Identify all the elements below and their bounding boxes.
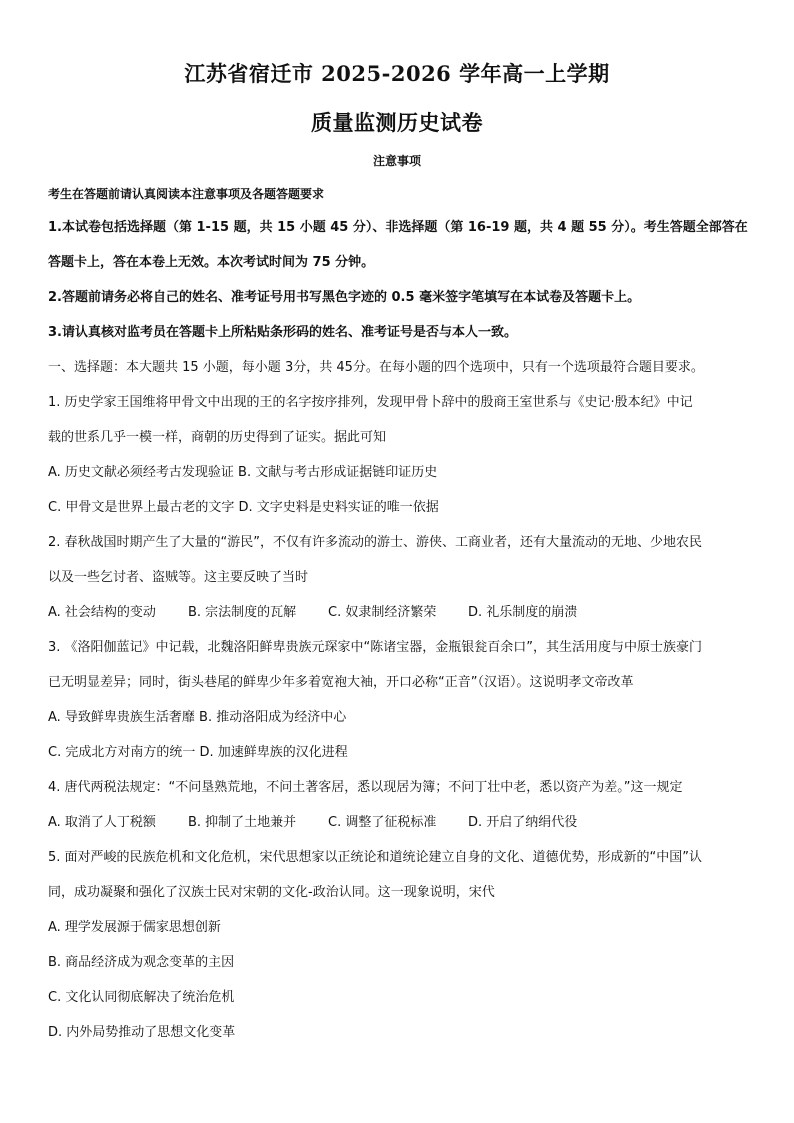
question-4-option-b: B. 抑制了土地兼并 <box>188 815 297 830</box>
question-5-option-a: A. 理学发展源于儒家思想创新 <box>48 920 221 935</box>
question-1-options-ab: A. 历史文献必须经考古发现验证 B. 文献与考古形成证据链印证历史 <box>48 465 438 480</box>
exam-title-line2: 质量监测历史试卷 <box>311 110 483 135</box>
question-4-options <box>48 814 577 832</box>
question-1-options-cd: C. 甲骨文是世界上最古老的文字 D. 文字史料是史料实证的唯一依据 <box>48 500 439 515</box>
question-1-stem-line1: 1. 历史学家王国维将甲骨文中出现的王的名字按序排列，发现甲骨卜辞中的殷商王室世系与《史记·殷本纪》中记 <box>48 395 693 410</box>
question-4-stem: 4. 唐代两税法规定：“不问垦熟荒地，不问土著客居，悉以现居为簿；不问丁壮中老，悉以资产为差。”这一规定 <box>48 780 683 795</box>
question-2-option-d: D. 礼乐制度的崩溃 <box>468 605 578 620</box>
notice-1-line1: 1.本试卷包括选择题（第 1-15 题，共 15 小题 45 分）、非选择题（第 16-19 题，共 4 题 55 分）。考生答题全部答在 <box>48 220 748 235</box>
question-5-stem-line1: 5. 面对严峻的民族危机和文化危机，宋代思想家以正统论和道统论建立自身的文化、道德优势，形成新的“中国”认 <box>48 850 703 865</box>
notice-1-line2: 答题卡上，答在本卷上无效。本次考试时间为 75 分钟。 <box>48 255 375 270</box>
exam-title-line1: 江苏省宿迁市 2025-2026 学年高一上学期 <box>184 61 610 86</box>
question-2-options <box>48 604 577 622</box>
section-heading: 一、选择题：本大题共 15 小题，每小题 3分，共 45分。在每小题的四个选项中，只有一个选项最符合题目要求。 <box>48 360 704 375</box>
notice-heading: 注意事项 <box>372 154 421 168</box>
question-4-option-a: A. 取消了人丁税额 <box>48 815 156 830</box>
question-2-option-c: C. 奴隶制经济繁荣 <box>328 605 437 620</box>
question-4-option-d: D. 开启了纳绢代役 <box>468 815 578 830</box>
notice-intro: 考生在答题前请认真阅读本注意事项及各题答题要求 <box>48 187 325 201</box>
question-3-options-cd: C. 完成北方对南方的统一 D. 加速鲜卑族的汉化进程 <box>48 745 348 760</box>
notice-3: 3.请认真核对监考员在答题卡上所粘贴条形码的姓名、准考证号是否与本人一致。 <box>48 325 517 340</box>
question-4-option-c: C. 调整了征税标准 <box>328 815 437 830</box>
question-5-option-b: B. 商品经济成为观念变革的主因 <box>48 955 235 970</box>
question-3-options-ab: A. 导致鲜卑贵族生活奢靡 B. 推动洛阳成为经济中心 <box>48 710 347 725</box>
question-1-stem-line2: 载的世系几乎一模一样，商朝的历史得到了证实。据此可知 <box>48 430 387 445</box>
question-5-stem-line2: 同，成功凝聚和强化了汉族士民对宋朝的文化-政治认同。这一现象说明，宋代 <box>48 885 495 900</box>
question-3-stem-line2: 已无明显差异；同时，街头巷尾的鲜卑少年多着宽袍大袖，开口必称“正音”（汉语）。这说明孝文帝改革 <box>48 675 634 690</box>
question-2-option-a: A. 社会结构的变动 <box>48 605 156 620</box>
question-5-option-c: C. 文化认同彻底解决了统治危机 <box>48 990 235 1005</box>
question-2-option-b: B. 宗法制度的瓦解 <box>188 605 297 620</box>
question-2-stem-line1: 2. 春秋战国时期产生了大量的“游民”，不仅有许多流动的游士、游侠、工商业者，还有大量流动的无地、少地农民 <box>48 535 703 550</box>
notice-2: 2.答题前请务必将自己的姓名、准考证号用书写黑色字迹的 0.5 毫米签字笔填写在本试卷及答题卡上。 <box>48 290 641 305</box>
question-3-stem-line1: 3. 《洛阳伽蓝记》中记载，北魏洛阳鲜卑贵族元琛家中“陈诸宝器，金瓶银瓮百余口”，其生活用度与中原士族豪门 <box>48 640 703 655</box>
question-2-stem-line2: 以及一些乞讨者、盗贼等。这主要反映了当时 <box>48 570 309 585</box>
question-5-option-d: D. 内外局势推动了思想文化变革 <box>48 1025 236 1040</box>
